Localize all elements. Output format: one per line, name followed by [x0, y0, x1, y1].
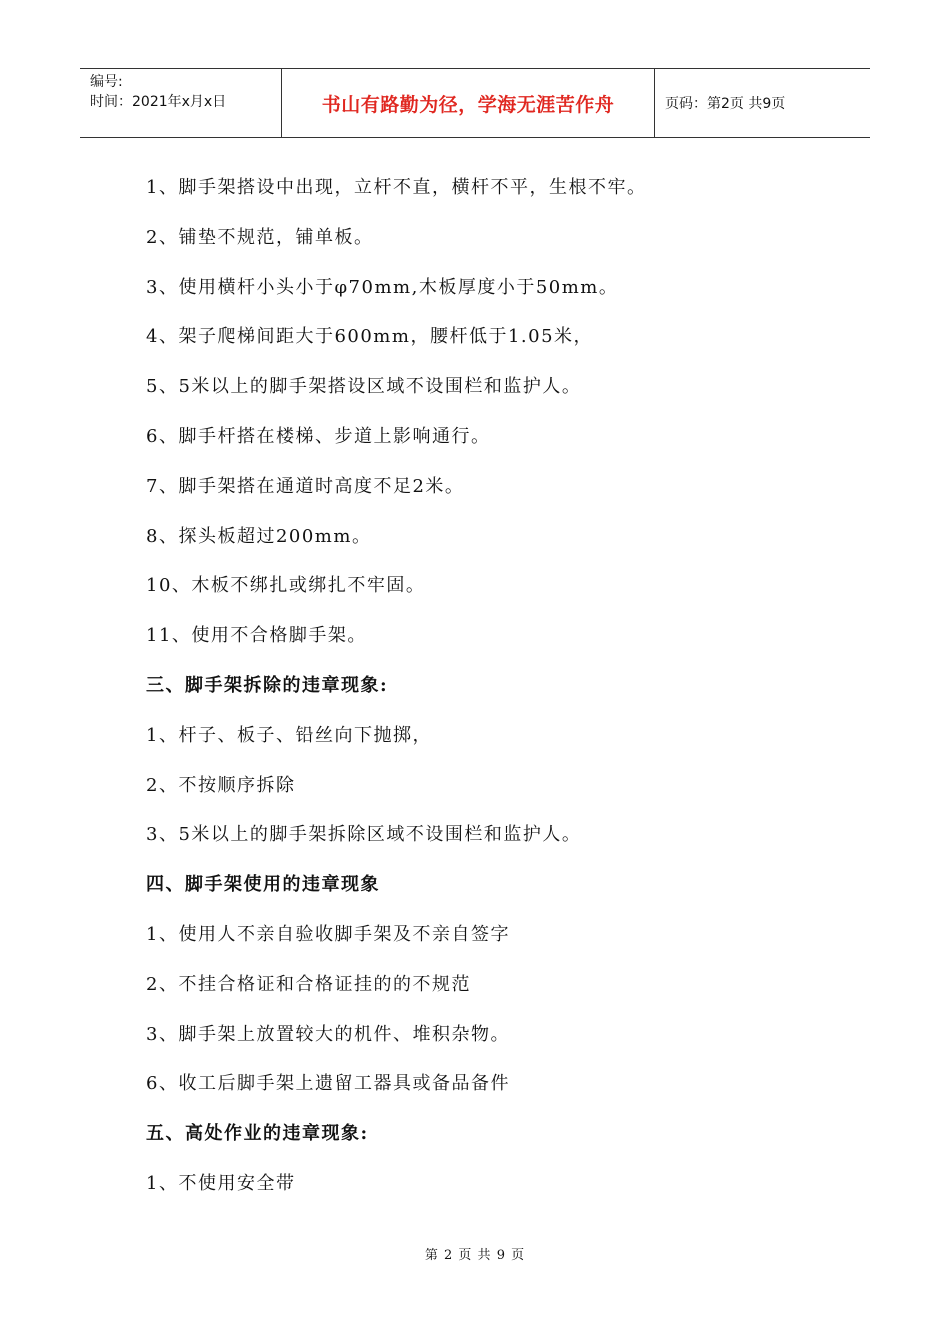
body-line: 3、使用横杆小头小于φ70mm,木板厚度小于50mm。: [146, 276, 619, 298]
section-heading: 五、高处作业的违章现象:: [146, 1123, 369, 1145]
body-line: 4、架子爬梯间距大于600mm，腰杆低于1.05米，: [146, 326, 594, 348]
body-line: 10、木板不绑扎或绑扎不牢固。: [146, 575, 426, 597]
header-info-cell: [80, 69, 282, 137]
page-footer: 第 2 页 共 9 页: [424, 1248, 526, 1263]
body-line: 3、5米以上的脚手架拆除区域不设围栏和监护人。: [146, 824, 582, 846]
document-body: [146, 163, 846, 1209]
section-heading: 三、脚手架拆除的违章现象:: [146, 674, 389, 696]
body-line: 7、脚手架搭在通道时高度不足2米。: [146, 475, 465, 497]
body-line: 1、使用人不亲自验收脚手架及不亲自签字: [146, 923, 510, 945]
body-line: 1、脚手架搭设中出现，立杆不直，横杆不平，生根不牢。: [146, 177, 647, 198]
page-header: [80, 68, 870, 138]
body-line: 8、探头板超过200mm。: [146, 525, 372, 547]
body-line: 6、收工后脚手架上遗留工器具或备品备件: [146, 1073, 510, 1095]
body-line: 11、使用不合格脚手架。: [146, 625, 367, 647]
document-time-label: 时间：2021年x月x日: [90, 94, 227, 110]
body-line: 3、脚手架上放置较大的机件、堆积杂物。: [146, 1023, 510, 1045]
header-page-info: 页码：第2页 共9页: [665, 96, 786, 112]
header-page-cell: [655, 69, 870, 137]
body-line: 2、不按顺序拆除: [146, 774, 296, 796]
section-heading: 四、脚手架使用的违章现象: [146, 874, 380, 896]
body-line: 2、铺垫不规范，铺单板。: [146, 226, 374, 248]
body-line: 6、脚手杆搭在楼梯、步道上影响通行。: [146, 425, 491, 447]
body-line: 2、不挂合格证和合格证挂的的不规范: [146, 973, 471, 995]
body-line: 1、杆子、板子、铅丝向下抛掷，: [146, 724, 432, 746]
document-number-label: 编号:: [90, 74, 123, 90]
body-line: 5、5米以上的脚手架搭设区域不设围栏和监护人。: [146, 376, 582, 398]
header-motto: 书山有路勤为径，学海无涯苦作舟: [321, 93, 615, 116]
header-motto-cell: [282, 69, 655, 137]
body-line: 1、不使用安全带: [146, 1172, 296, 1194]
